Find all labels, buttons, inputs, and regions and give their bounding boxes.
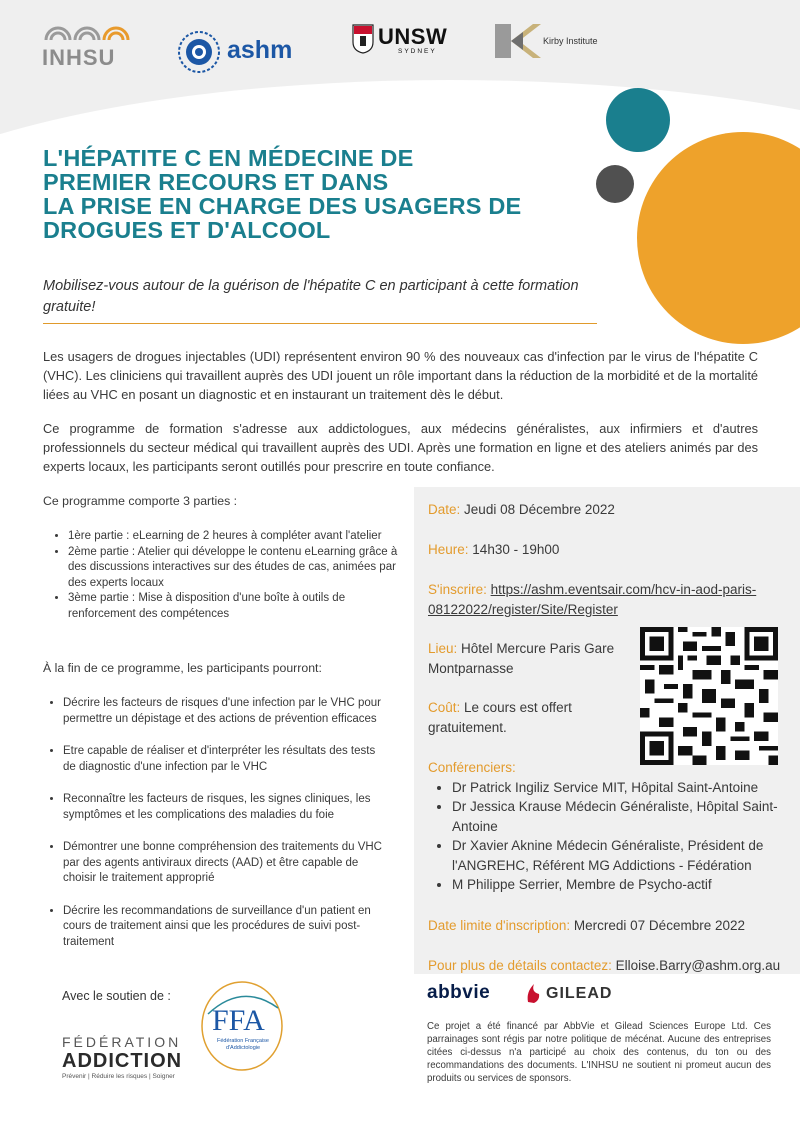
disclaimer: Ce projet a été financé par AbbVie et Gilead Sciences Europe Ltd. Ces parrainages sont régis par notre politique de mécénat. Aucune des entreprises citées ci-dessus n'a participé au choix des contenus, du ton ou des recommandations des documents. L'INHSU ne soutient ni promeut aucun des produits ou services de sponsors. [427, 1021, 771, 1084]
inhsu-wordmark: INHSU [42, 45, 116, 70]
intro-paragraph-1: Les usagers de drogues injectables (UDI) représentent environ 90 % des nouveaux cas d'infection par le virus de l'hépatite C (VHC). Les cliniciens qui travaillent auprès des UDI jouent un rôle important dans la réduction de la morbidité et de la mortalité liées au VHC en posant un diagnostic et en instaurant un traitement dès le début. [43, 349, 758, 402]
list-item: • 3ème partie : Mise à disposition d'une boîte à outils de renforcement des compétences [68, 591, 398, 622]
speaker-item: • M Philippe Serrier, Membre de Psycho-actif [452, 875, 793, 895]
event-date [428, 500, 615, 520]
register-link[interactable]: https://ashm.eventsair.com/hcv-in-aod-paris- [490, 582, 757, 597]
register-link-cont[interactable]: 08122022/register/Site/Register [428, 601, 618, 617]
unsw-logo [352, 22, 452, 66]
unsw-wordmark: UNSW [378, 24, 448, 49]
ffa-wordmark: FFA [212, 1004, 265, 1037]
title-line: PREMIER RECOURS ET DANS [43, 169, 389, 195]
ashm-logo [177, 30, 317, 70]
register-label: S'inscrire: [428, 582, 487, 597]
speakers-label: Conférenciers: [428, 760, 516, 775]
time-value: 14h30 - 19h00 [472, 542, 560, 557]
speaker-item: • Dr Jessica Krause Médecin Généraliste, Hôpital Saint-Antoine [452, 797, 793, 836]
event-deadline [428, 916, 798, 936]
list-item: • 2ème partie : Atelier qui développe le contenu eLearning grâce à des discussions interactives sur des études de cas, animées par des experts locaux [68, 545, 398, 592]
event-place [428, 639, 638, 678]
place-value-cont: Montparnasse [428, 660, 514, 676]
ffa-logo [198, 978, 286, 1074]
fed-tag: Prévenir | Réduire les risques | Soigner [62, 1073, 175, 1080]
list-item: • Démontrer une bonne compréhension des traitements du VHC par des agents antiviraux directs (AAD) et être capable de choisir le traitement approprié [63, 840, 390, 887]
gilead-logo: GILEAD [546, 985, 613, 1002]
list-item: • Décrire les recommandations de surveillance d'un patient en cours de traitement ainsi que les procédures de suivi post-traitement [63, 904, 390, 951]
place-value: Hôtel Mercure Paris Gare [461, 641, 615, 656]
kirby-wordmark: Kirby Institute [543, 36, 598, 46]
fed-main: ADDICTION [62, 1050, 183, 1072]
unsw-sydney: SYDNEY [398, 48, 437, 55]
speakers-block [428, 758, 793, 895]
cost-label: Coût: [428, 700, 461, 715]
date-label: Date: [428, 502, 461, 517]
speaker-item: • Dr Xavier Aknine Médecin Généraliste, Président de l'ANGREHC, Référent MG Addictions - Fédération [452, 836, 793, 875]
deadline-label: Date limite d'inscription: [428, 918, 571, 933]
place-label: Lieu: [428, 641, 458, 656]
teal-circle [606, 88, 670, 152]
header-curve [0, 80, 800, 135]
subtitle: Mobilisez-vous autour de la guérison de l'hépatite C en participant à cette formation gratuite! [43, 278, 579, 315]
cost-value-cont: gratuitement. [428, 719, 507, 735]
divider [43, 323, 597, 324]
program-heading: Ce programme comporte 3 parties : [43, 494, 238, 508]
cost-value: Le cours est offert [464, 700, 572, 715]
contact-label: Pour plus de détails contactez: [428, 958, 612, 973]
page-title [43, 146, 603, 242]
title-line: LA PRISE EN CHARGE DES USAGERS DE [43, 193, 522, 219]
ashm-globe-icon [177, 30, 221, 74]
inhsu-logo [42, 18, 132, 70]
event-register [428, 580, 788, 619]
event-cost [428, 698, 628, 737]
list-item: • 1ère partie : eLearning de 2 heures à compléter avant l'atelier [68, 529, 398, 545]
program-parts [48, 529, 398, 622]
kirby-k-icon [493, 22, 541, 60]
title-line: DROGUES ET D'ALCOOL [43, 217, 331, 243]
fed-top: FÉDÉRATION [62, 1034, 182, 1050]
event-time [428, 540, 559, 560]
outcomes-heading: À la fin de ce programme, les participants pourront: [43, 661, 322, 675]
unsw-shield-icon [352, 24, 374, 54]
qr-code[interactable] [640, 627, 778, 765]
support-label: Avec le soutien de : [62, 989, 171, 1003]
speaker-item: • Dr Patrick Ingiliz Service MIT, Hôpital Saint-Antoine [452, 778, 793, 798]
contact-email[interactable]: Elloise.Barry@ashm.org.au [615, 958, 781, 973]
federation-addiction-logo [62, 1034, 192, 1084]
event-contact [428, 956, 800, 976]
gilead-flame-icon [525, 982, 543, 1004]
ashm-wordmark: ashm [227, 36, 293, 64]
inhsu-arcs-icon [42, 18, 132, 42]
outcomes-list [45, 696, 390, 950]
kirby-logo [493, 22, 613, 62]
intro-paragraph-2: Ce programme de formation s'adresse aux addictologues, aux médecins généralistes, aux infirmiers et d'autres professionnels du secteur médical qui travaillent auprès des UDI. Après une formation en ligne et des ateliers animés par des experts locaux, les participants seront outillés pour prescrire en toute confiance. [43, 421, 758, 474]
time-label: Heure: [428, 542, 469, 557]
title-line: L'HÉPATITE C EN MÉDECINE DE [43, 145, 414, 171]
abbvie-logo: abbvie [427, 982, 491, 1003]
list-item: • Etre capable de réaliser et d'interpréter les résultats des tests de diagnostic d'une infection par le VHC [63, 744, 390, 775]
orange-circle [637, 132, 800, 344]
date-value: Jeudi 08 Décembre 2022 [464, 502, 615, 517]
list-item: • Reconnaître les facteurs de risques, les signes cliniques, les symptômes et les complications des maladies du foie [63, 792, 390, 823]
deadline-value: Mercredi 07 Décembre 2022 [573, 918, 745, 933]
list-item: • Décrire les facteurs de risques d'une infection par le VHC pour permettre un dépistage et des actions de prévention efficaces [63, 696, 390, 727]
ffa-subtext: Fédération Française d'Addictologie [217, 1038, 269, 1051]
